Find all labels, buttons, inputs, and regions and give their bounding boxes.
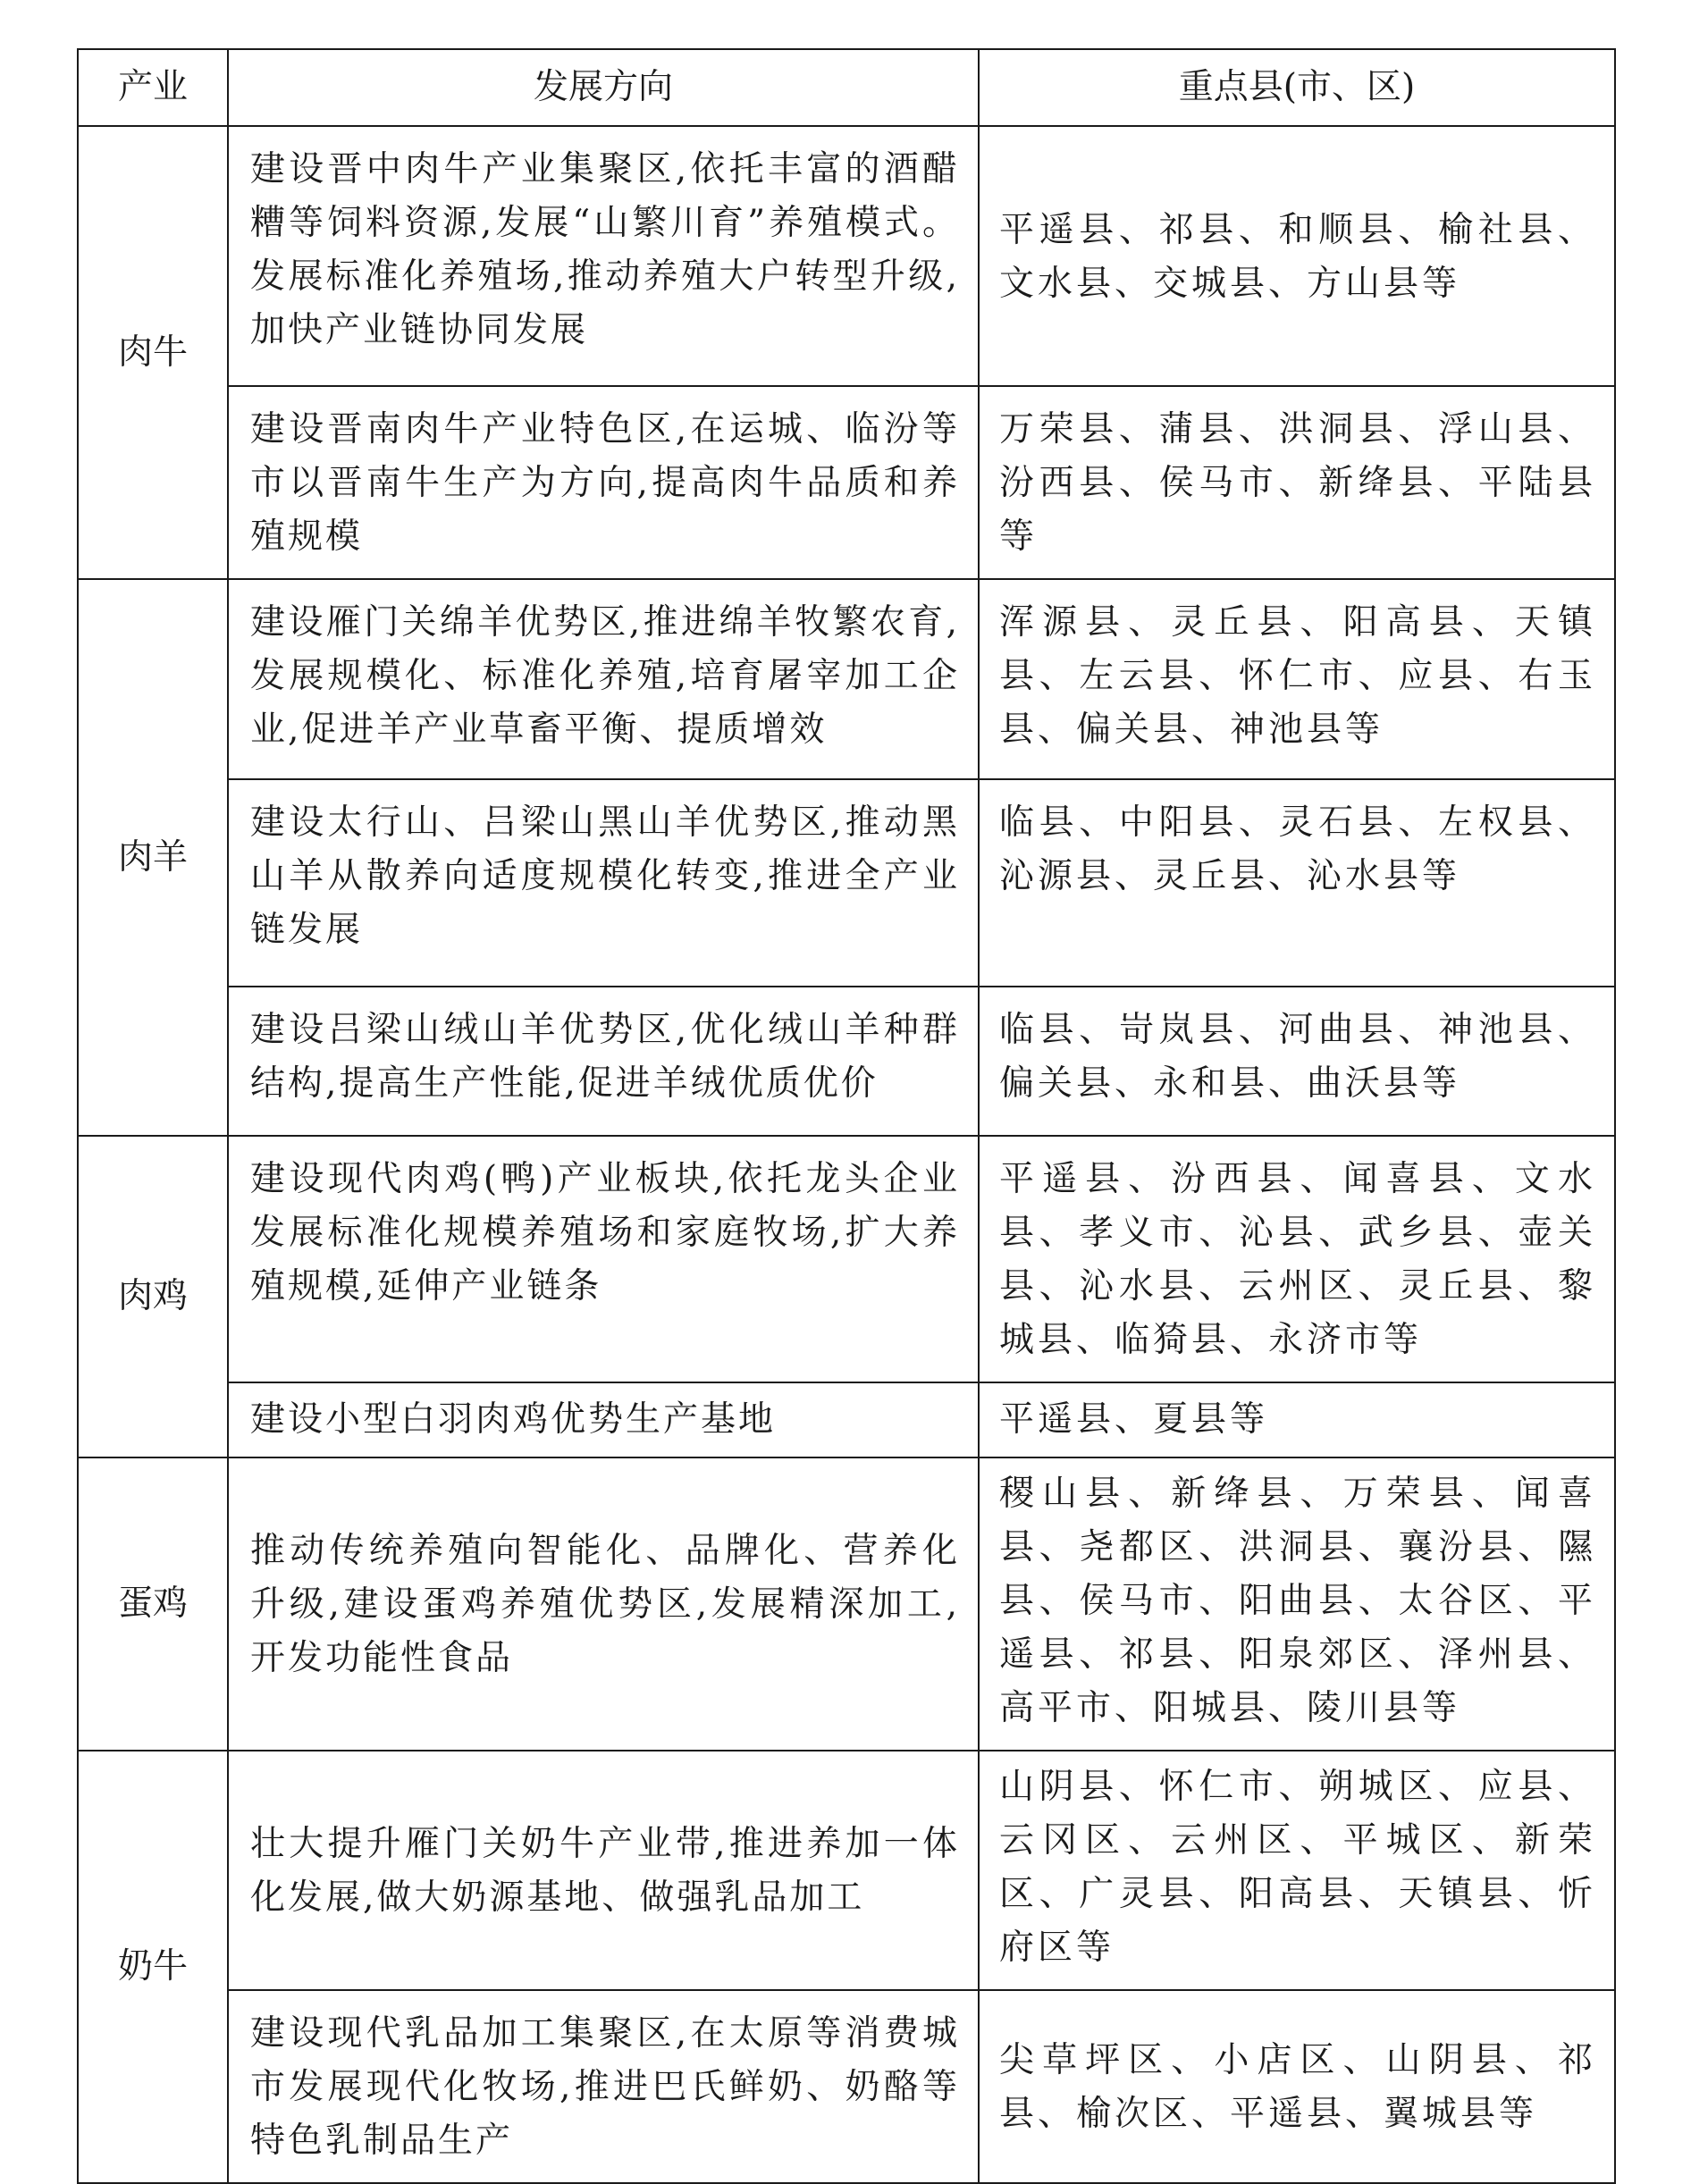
header-counties: 重点县(市、区) xyxy=(979,49,1615,126)
livestock-industry-table xyxy=(77,48,1616,2184)
header-row xyxy=(78,49,1615,126)
table-row xyxy=(78,1990,1615,2183)
table-row xyxy=(78,126,1615,386)
counties-cell: 山阴县、怀仁市、朔城区、应县、云冈区、云州区、平城区、新荣区、广灵县、阳高县、天镇县、忻府区等 xyxy=(979,1751,1615,1990)
table-row xyxy=(78,1382,1615,1457)
industry-cell-layer: 蛋鸡 xyxy=(78,1457,228,1751)
table-row xyxy=(78,1457,1615,1751)
direction-cell: 建设太行山、吕梁山黑山羊优势区,推动黑山羊从散养向适度规模化转变,推进全产业链发展 xyxy=(228,779,979,987)
direction-cell: 建设现代乳品加工集聚区,在太原等消费城市发展现代化牧场,推进巴氏鲜奶、奶酪等特色乳制品生产 xyxy=(228,1990,979,2183)
table-row xyxy=(78,386,1615,579)
table-row xyxy=(78,1136,1615,1382)
table-row xyxy=(78,779,1615,987)
direction-cell: 建设雁门关绵羊优势区,推进绵羊牧繁农育,发展规模化、标准化养殖,培育屠宰加工企业,促进羊产业草畜平衡、提质增效 xyxy=(228,579,979,779)
counties-cell: 临县、中阳县、灵石县、左权县、沁源县、灵丘县、沁水县等 xyxy=(979,779,1615,987)
table-row xyxy=(78,579,1615,779)
industry-cell-broiler: 肉鸡 xyxy=(78,1136,228,1457)
header-direction: 发展方向 xyxy=(228,49,979,126)
direction-cell: 建设吕梁山绒山羊优势区,优化绒山羊种群结构,提高生产性能,促进羊绒优质优价 xyxy=(228,987,979,1136)
industry-cell-mutton-sheep: 肉羊 xyxy=(78,579,228,1136)
counties-cell: 万荣县、蒲县、洪洞县、浮山县、汾西县、侯马市、新绛县、平陆县等 xyxy=(979,386,1615,579)
counties-cell: 平遥县、夏县等 xyxy=(979,1382,1615,1457)
header-industry: 产业 xyxy=(78,49,228,126)
industry-cell-beef-cattle: 肉牛 xyxy=(78,126,228,579)
direction-cell: 建设晋中肉牛产业集聚区,依托丰富的酒醋糟等饲料资源,发展“山繁川育”养殖模式。发展标准化养殖场,推动养殖大户转型升级,加快产业链协同发展 xyxy=(228,126,979,386)
table-row xyxy=(78,1751,1615,1990)
counties-cell: 平遥县、汾西县、闻喜县、文水县、孝义市、沁县、武乡县、壶关县、沁水县、云州区、灵丘县、黎城县、临猗县、永济市等 xyxy=(979,1136,1615,1382)
counties-cell: 尖草坪区、小店区、山阴县、祁县、榆次区、平遥县、翼城县等 xyxy=(979,1990,1615,2183)
direction-cell: 壮大提升雁门关奶牛产业带,推进养加一体化发展,做大奶源基地、做强乳品加工 xyxy=(228,1751,979,1990)
counties-cell: 临县、岢岚县、河曲县、神池县、偏关县、永和县、曲沃县等 xyxy=(979,987,1615,1136)
direction-cell: 建设小型白羽肉鸡优势生产基地 xyxy=(228,1382,979,1457)
counties-cell: 浑源县、灵丘县、阳高县、天镇县、左云县、怀仁市、应县、右玉县、偏关县、神池县等 xyxy=(979,579,1615,779)
table-row xyxy=(78,987,1615,1136)
direction-cell: 建设晋南肉牛产业特色区,在运城、临汾等市以晋南牛生产为方向,提高肉牛品质和养殖规模 xyxy=(228,386,979,579)
counties-cell: 平遥县、祁县、和顺县、榆社县、文水县、交城县、方山县等 xyxy=(979,126,1615,386)
direction-cell: 推动传统养殖向智能化、品牌化、营养化升级,建设蛋鸡养殖优势区,发展精深加工,开发功能性食品 xyxy=(228,1457,979,1751)
counties-cell: 稷山县、新绛县、万荣县、闻喜县、尧都区、洪洞县、襄汾县、隰县、侯马市、阳曲县、太谷区、平遥县、祁县、阳泉郊区、泽州县、高平市、阳城县、陵川县等 xyxy=(979,1457,1615,1751)
industry-cell-dairy-cattle: 奶牛 xyxy=(78,1751,228,2183)
direction-cell: 建设现代肉鸡(鸭)产业板块,依托龙头企业发展标准化规模养殖场和家庭牧场,扩大养殖规模,延伸产业链条 xyxy=(228,1136,979,1382)
